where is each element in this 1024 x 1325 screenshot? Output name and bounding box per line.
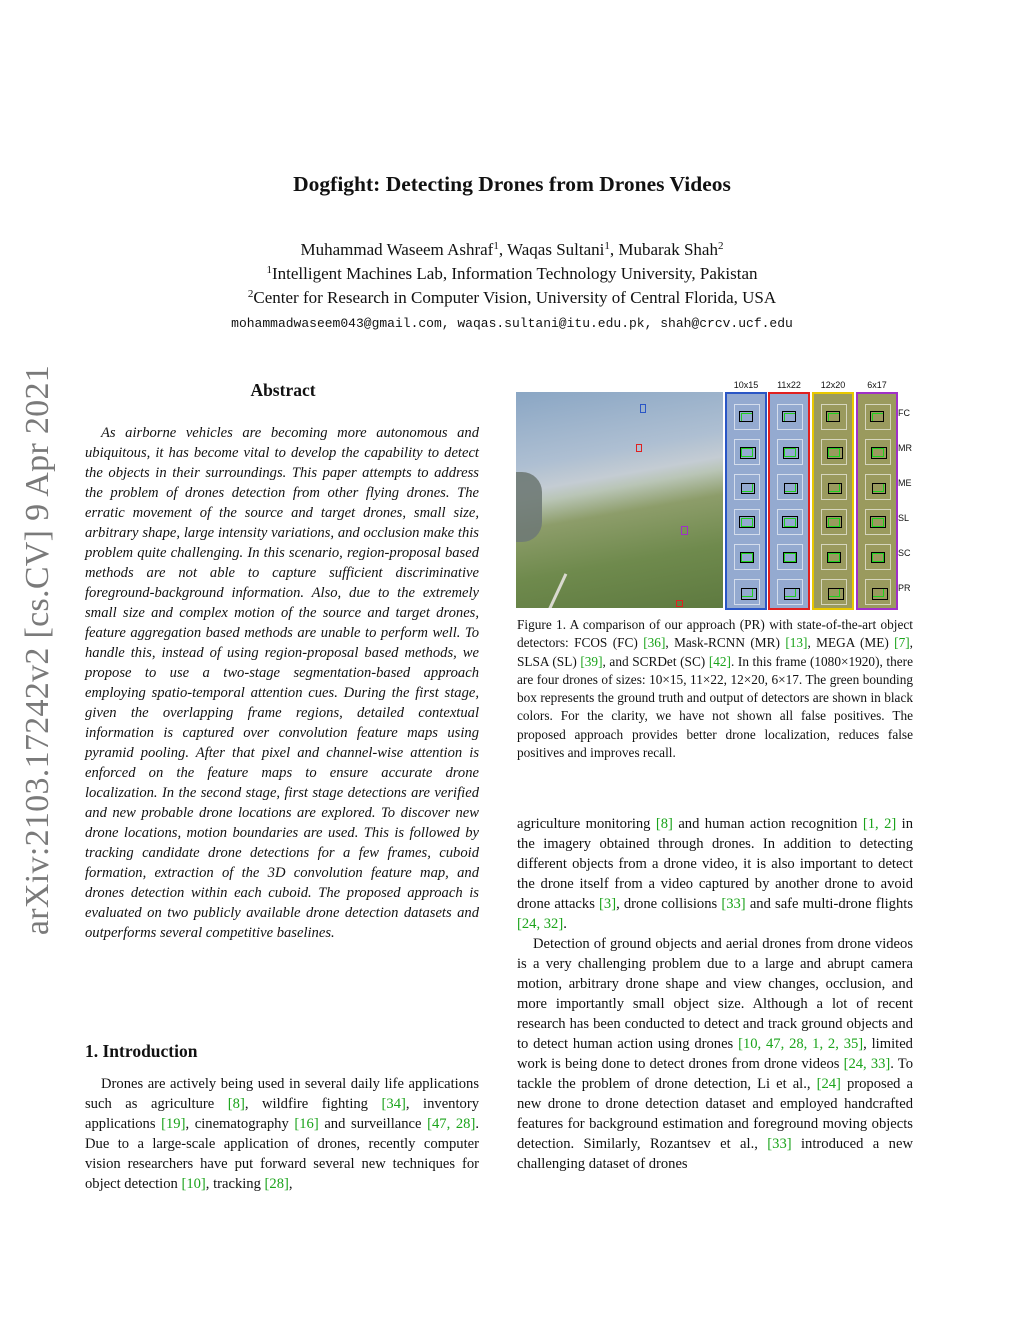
text-run: and human action recognition bbox=[672, 816, 863, 832]
method-label: ME bbox=[898, 478, 912, 488]
text-run: . In this frame (1080×1920), there are four drones of sizes: 10×15, 11×22, 12×20, 6×17. The green bounding box represents the ground truth and output of detectors are shown in black colors. For the clarity, we have not shown all false positives. The proposed approach provides better drone localization, reduces false positives and improves recall. bbox=[517, 653, 913, 761]
crop-cell bbox=[865, 579, 891, 605]
size-label: 11x22 bbox=[777, 380, 801, 390]
citation-link[interactable]: [33] bbox=[721, 896, 746, 912]
method-label: SC bbox=[898, 548, 911, 558]
abstract-heading: Abstract bbox=[250, 380, 316, 400]
size-label: 12x20 bbox=[820, 380, 846, 390]
text-run: Figure 1. A comparison of our approach (PR) with state-of-the-art object detectors: FCOS (FC) bbox=[517, 617, 913, 651]
detector-output-box bbox=[872, 483, 886, 494]
drone-wing bbox=[516, 472, 542, 542]
crop-cell bbox=[821, 474, 847, 500]
detector-output-box bbox=[827, 552, 841, 563]
text-run: , and SCRDet (SC) bbox=[602, 653, 709, 669]
text-run: , wildfire fighting bbox=[244, 1096, 382, 1112]
citation-link[interactable]: [33] bbox=[767, 1136, 792, 1152]
crop-cell bbox=[777, 579, 803, 605]
detector-output-box bbox=[740, 552, 754, 563]
method-label: SL bbox=[898, 513, 910, 523]
citation-link[interactable]: [10, 47, 28, 1, 2, 35] bbox=[738, 1036, 864, 1052]
citation-link[interactable]: [1, 2] bbox=[862, 816, 897, 832]
author-emails: mohammadwaseem043@gmail.com, waqas.sultani@itu.edu.pk, shah@crcv.ucf.edu bbox=[231, 316, 793, 331]
detector-output-box bbox=[871, 447, 887, 459]
crop-cell bbox=[734, 509, 760, 535]
detection-box bbox=[676, 600, 683, 607]
citation-link[interactable]: [39] bbox=[580, 653, 603, 669]
citation-link[interactable]: [19] bbox=[161, 1116, 186, 1132]
crop-panel bbox=[725, 392, 767, 610]
text-run: , MEGA (ME) bbox=[807, 635, 895, 651]
crop-cell bbox=[865, 474, 891, 500]
detector-output-box bbox=[826, 516, 842, 528]
affiliation-mark: 2 bbox=[717, 240, 724, 252]
affiliation-mark: 1 bbox=[604, 240, 610, 252]
crop-cell bbox=[734, 579, 760, 605]
figure-caption bbox=[517, 616, 913, 762]
crop-cell bbox=[734, 439, 760, 465]
text-run: , drone collisions bbox=[616, 896, 722, 912]
introduction-heading: 1. Introduction bbox=[85, 1041, 198, 1061]
size-label: 6x17 bbox=[867, 380, 887, 390]
crop-cell bbox=[821, 544, 847, 570]
right-column-paragraph-1 bbox=[517, 814, 913, 934]
citation-link[interactable]: [7] bbox=[894, 635, 910, 651]
crop-cell bbox=[734, 544, 760, 570]
text-run: proposed a new drone to drone detection dataset and employed handcrafted features for background estimation and foreground moving objects detection. Similarly, Rozantsev et al., bbox=[517, 1076, 913, 1152]
detector-output-box bbox=[784, 588, 800, 600]
crop-cell bbox=[821, 439, 847, 465]
crop-cell bbox=[821, 404, 847, 430]
crop-panel bbox=[856, 392, 898, 610]
crop-cell bbox=[865, 404, 891, 430]
right-column-paragraph-2 bbox=[517, 934, 913, 1174]
detector-output-box bbox=[740, 447, 756, 459]
text-run: , cinematography bbox=[185, 1116, 295, 1132]
citation-link[interactable]: [10] bbox=[181, 1176, 206, 1192]
crop-cell bbox=[865, 544, 891, 570]
detector-output-box bbox=[782, 516, 798, 528]
text-run: Detection of ground objects and aerial drones from drone videos is a very challenging problem due to a large and abrupt camera motion, arbitrary drone shape and view changes, occlusion, and more importantly small object size. Although a lot of recent research has been conducted to detect and track ground objects and to detect human action using drones bbox=[517, 936, 913, 1052]
crop-cell bbox=[865, 509, 891, 535]
crop-cell bbox=[734, 404, 760, 430]
crop-cell bbox=[777, 474, 803, 500]
crop-panel bbox=[768, 392, 810, 610]
text-run: , bbox=[288, 1176, 293, 1192]
method-label: FC bbox=[898, 408, 910, 418]
detection-box bbox=[636, 444, 642, 452]
detection-box bbox=[681, 526, 688, 535]
detector-output-box bbox=[871, 552, 885, 563]
text-run: , tracking bbox=[205, 1176, 265, 1192]
crop-panel bbox=[812, 392, 854, 610]
text-run: introduced a new challenging dataset of drones bbox=[517, 1136, 913, 1172]
drone-frame-image bbox=[516, 392, 723, 608]
crop-cell bbox=[734, 474, 760, 500]
introduction-paragraph bbox=[85, 1074, 479, 1194]
affiliation-1: $^1$Intelligent Machines Lab, Information Technology University, Pakistan bbox=[266, 264, 758, 283]
detector-output-box bbox=[739, 516, 755, 528]
text-run: and safe multi-drone flights bbox=[745, 896, 914, 912]
detector-output-box bbox=[872, 588, 888, 600]
text-run: agriculture monitoring bbox=[517, 816, 656, 832]
arxiv-identifier-text: arXiv:2103.17242v2 [cs.CV] 9 Apr 2021 bbox=[19, 364, 56, 936]
detector-output-box bbox=[784, 483, 798, 494]
text-run: in the imagery obtained through drones. In addition to detecting different objects from a drone video, it is also important to detect the drone itself from a video captured by another drone to avoid drone attacks bbox=[517, 816, 914, 912]
text-run: , limited work is being done to detect drones from drone videos bbox=[517, 1036, 913, 1072]
citation-link[interactable]: [24, 32] bbox=[517, 916, 564, 932]
author-list: Muhammad Waseem Ashraf$^1$, Waqas Sultani$^1$, Mubarak Shah$^2$ bbox=[300, 240, 724, 259]
citation-link[interactable]: [42] bbox=[708, 653, 731, 669]
crop-cell bbox=[777, 509, 803, 535]
author-name: Muhammad Waseem Ashraf bbox=[300, 240, 494, 259]
arxiv-identifier bbox=[8, 360, 68, 940]
text-run: , Mask-RCNN (MR) bbox=[665, 635, 786, 651]
detector-output-box bbox=[870, 411, 884, 422]
author-name: Waqas Sultani bbox=[507, 240, 605, 259]
citation-link[interactable]: [47, 28] bbox=[427, 1116, 476, 1132]
detector-output-box bbox=[826, 411, 840, 422]
detector-output-box bbox=[739, 411, 753, 422]
method-label: MR bbox=[898, 443, 912, 453]
citation-link[interactable]: [28] bbox=[264, 1176, 289, 1192]
method-label: PR bbox=[898, 583, 911, 593]
detector-output-box bbox=[741, 483, 755, 494]
author-name: Mubarak Shah bbox=[618, 240, 718, 259]
citation-link[interactable]: [34] bbox=[381, 1096, 406, 1112]
citation-link[interactable]: [8] bbox=[227, 1096, 245, 1112]
text-run: , inventory applications bbox=[85, 1096, 479, 1132]
text-run: . To tackle the problem of drone detection, Li et al., bbox=[517, 1056, 913, 1092]
citation-link[interactable]: [36] bbox=[643, 635, 666, 651]
detector-output-box bbox=[782, 411, 796, 422]
citation-link[interactable]: [16] bbox=[294, 1116, 319, 1132]
citation-link[interactable]: [8] bbox=[655, 816, 673, 832]
crop-cell bbox=[821, 579, 847, 605]
detector-output-box bbox=[828, 483, 842, 494]
abstract-body: As airborne vehicles are becoming more autonomous and ubiquitous, it has become vital to develop the capability to detect the objects in their surroundings. This paper attempts to address the problem of drones detection from other flying drones. The erratic movement of the source and target drones, small size, arbitrary shape, large intensity variations, and occlusion make this problem quite challenging. In this scenario, region-proposal based methods are not able to capture sufficient discriminative foreground-background information. Also, due to the extremely small size and complex motion of the source and target drones, feature aggregation based methods are unable to perform well. To handle this, instead of using region-proposal based methods, we propose to use a two-stage segmentation-based approach employing spatio-temporal attention cues. During the first stage, given the overlapping frame regions, detailed contextual information is captured over convolution feature maps using pyramid pooling. After that pixel and channel-wise attention is enforced on the feature maps to ensure accurate drone localization. In the second stage, first stage detections are verified and new probable drone locations are explored. To discover new drone locations, motion boundaries are used. This is followed by tracking candidate drone detections for a few frames, cuboid formation, extraction of the 3D convolution feature map, and drones detection within each cuboid. The proposed approach is evaluated on two publicly available drone detection datasets and outperforms several competitive baselines. bbox=[85, 425, 479, 941]
crop-cell bbox=[777, 544, 803, 570]
crop-cell bbox=[777, 404, 803, 430]
text-run: and surveillance bbox=[318, 1116, 428, 1132]
figure-1 bbox=[516, 380, 914, 612]
text-run: , SLSA (SL) bbox=[517, 635, 913, 669]
text-run: Drones are actively being used in several daily life applications such as agriculture bbox=[85, 1076, 479, 1112]
detector-output-box bbox=[827, 447, 843, 459]
affiliation-mark: 1 bbox=[493, 240, 499, 252]
affiliation-2: $^2$Center for Research in Computer Vision, University of Central Florida, USA bbox=[247, 288, 777, 307]
detector-output-box bbox=[783, 552, 797, 563]
detector-output-box bbox=[828, 588, 844, 600]
detector-output-box bbox=[870, 516, 886, 528]
citation-link[interactable]: [13] bbox=[785, 635, 808, 651]
text-run: . Due to a large-scale application of drones, recently computer vision researchers have put forward several new techniques for object detection bbox=[85, 1116, 479, 1192]
text-run: . bbox=[563, 916, 567, 932]
detector-output-box bbox=[741, 588, 757, 600]
citation-link[interactable]: [24, 33] bbox=[843, 1056, 891, 1072]
detection-box bbox=[640, 404, 646, 413]
crop-cell bbox=[777, 439, 803, 465]
paper-title: Dogfight: Detecting Drones from Drones Videos bbox=[293, 172, 731, 196]
size-label: 10x15 bbox=[733, 380, 759, 390]
crop-cell bbox=[821, 509, 847, 535]
citation-link[interactable]: [24] bbox=[816, 1076, 841, 1092]
citation-link[interactable]: [3] bbox=[599, 896, 617, 912]
detector-output-box bbox=[783, 447, 799, 459]
crop-cell bbox=[865, 439, 891, 465]
